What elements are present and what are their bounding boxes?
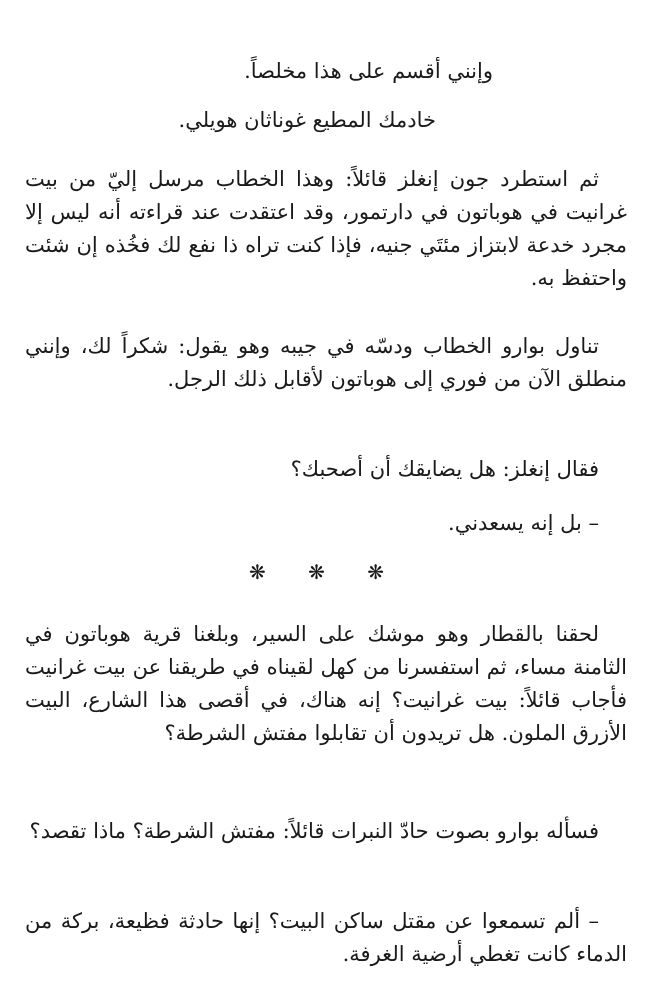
paragraph-poirot-takes-letter: تناول بوارو الخطاب ودسّه في جيبه وهو يقول: شكراً لك، وإنني منطلق الآن من فوري إلى هوباتون لأقابل ذلك الرجل.: [25, 334, 627, 391]
paragraph-arrival-hobaton: لحقنا بالقطار وهو موشك على السير، وبلغنا قرية هوباتون في الثامنة مساء، ثم استفسرنا من كهل لقيناه في طريقنا عن بيت غرانيت فأجاب قائلاً: بيت غرانيت؟ إنه هناك، في أقصى هذا الشارع، البيت الأزرق الملون. هل تريدون أن تقابلوا مفتش الشرطة؟: [25, 622, 627, 745]
paragraph-inglz-explains: ثم استطرد جون إنغلز قائلاً: وهذا الخطاب مرسل إليّ من بيت غرانيت في هوباتون في دارتمور، وقد اعتقدت عند قراءته أنه ليس إلا مجرد خدعة لابتزاز مئتَي جنيه، فإذا كنت تراه ذا نفع لك فخُذه إن شئت واحتفظ به.: [25, 167, 627, 290]
section-separator: ❋ ❋ ❋: [249, 560, 402, 584]
paragraph-inglz-asks: فقال إنغلز: هل يضايقك أن أصحبك؟: [290, 457, 599, 481]
closing-signature-line: خادمك المطيع غوناثان هويلي.: [178, 108, 436, 132]
paragraph-murder-news: – ألم تسمعوا عن مقتل ساكن البيت؟ إنها حادثة فظيعة، بركة من الدماء كانت تغطي أرضية الغرفة.: [25, 909, 627, 966]
paragraph-poirot-asks-inspector: فسأله بوارو بصوت حادّ النبرات قائلاً: مفتش الشرطة؟ ماذا تقصد؟: [29, 819, 599, 843]
closing-oath-line: وإنني أقسم على هذا مخلصاً.: [244, 59, 493, 83]
paragraph-reply: – بل إنه يسعدني.: [448, 511, 599, 535]
